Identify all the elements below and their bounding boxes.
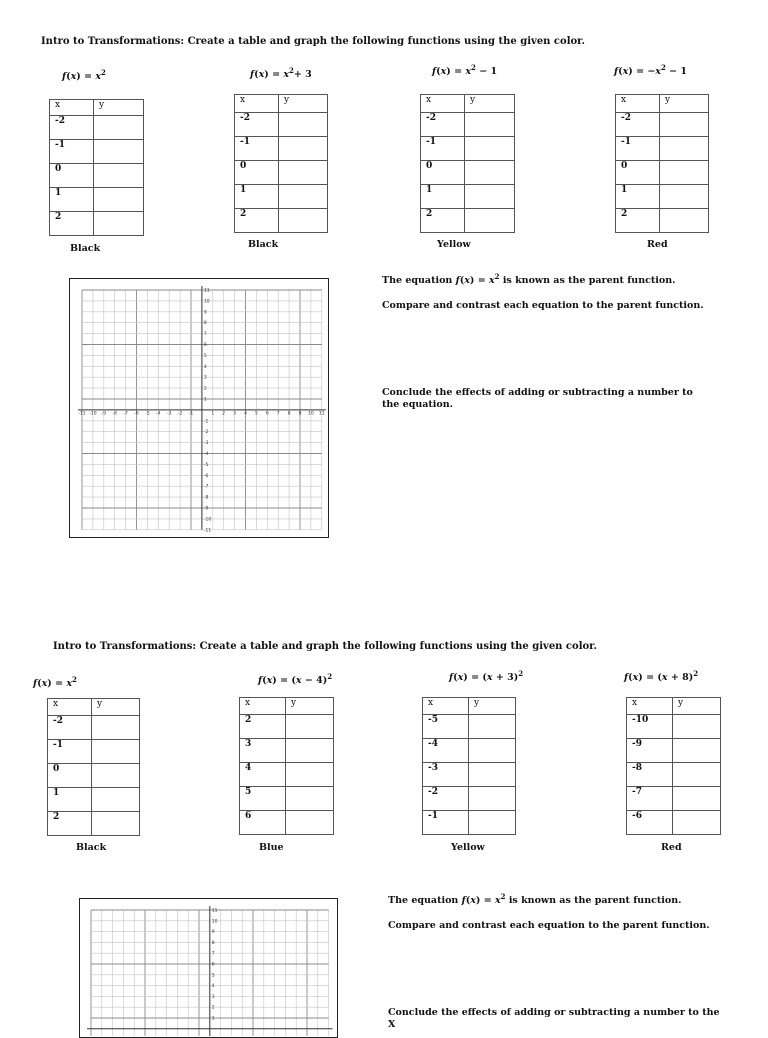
y-tick-label: 8 — [203, 321, 207, 327]
y-tick-label: 10 — [203, 299, 210, 305]
x-tick-label: 5 — [254, 411, 258, 417]
y-header: y — [673, 698, 721, 715]
x-cell: -6 — [627, 811, 673, 835]
y-tick-label: -10 — [203, 517, 212, 523]
s2-note-conclude: Conclude the effects of adding or subtracting a number to the X — [388, 1007, 720, 1030]
x-header: x — [627, 698, 673, 715]
y-cell[interactable] — [279, 209, 328, 233]
x-tick-label: -4 — [156, 411, 161, 417]
y-tick-label: 6 — [211, 962, 215, 968]
y-cell[interactable] — [469, 739, 516, 763]
y-cell[interactable] — [465, 185, 515, 209]
y-tick-label: 1 — [203, 397, 207, 403]
x-tick-label: 7 — [276, 411, 280, 417]
y-cell[interactable] — [469, 715, 516, 739]
x-tick-label: 6 — [265, 411, 269, 417]
s2-color-label-2: Blue — [259, 842, 284, 853]
x-cell: -1 — [616, 137, 660, 161]
y-cell[interactable] — [660, 161, 709, 185]
y-cell[interactable] — [673, 739, 721, 763]
y-header: y — [469, 698, 516, 715]
x-cell: -1 — [48, 740, 92, 764]
x-cell: -1 — [235, 137, 279, 161]
y-tick-label: -6 — [203, 473, 209, 479]
y-header: y — [279, 95, 328, 113]
s1-function-label-3: $f(x) = x^2 - 1$ — [432, 63, 498, 77]
x-cell: 0 — [421, 161, 465, 185]
y-cell[interactable] — [92, 740, 140, 764]
y-tick-label: 9 — [211, 930, 215, 936]
x-cell: -2 — [421, 113, 465, 137]
grid-svg — [80, 899, 336, 1036]
x-cell: 5 — [240, 787, 286, 811]
y-cell[interactable] — [94, 188, 144, 212]
y-cell[interactable] — [92, 764, 140, 788]
s2-function-label-4: $f(x) = (x + 8)^2$ — [624, 669, 699, 683]
x-tick-label: 1 — [211, 411, 215, 417]
x-cell: 0 — [235, 161, 279, 185]
x-tick-label: -1 — [188, 411, 194, 417]
x-cell: 1 — [48, 788, 92, 812]
x-tick-label: -6 — [134, 411, 139, 417]
s1-table-2 — [234, 94, 328, 233]
y-cell[interactable] — [465, 161, 515, 185]
x-header: x — [48, 699, 92, 716]
s1-table-4 — [615, 94, 709, 233]
s2-note-parent-function: The equation $f(x) = x^2$ is known as the parent function. — [388, 892, 682, 906]
y-tick-label: 2 — [203, 386, 207, 392]
s1-color-label-2: Black — [248, 239, 279, 250]
y-tick-label: 11 — [211, 908, 218, 914]
y-cell[interactable] — [660, 137, 709, 161]
y-tick-label: 7 — [211, 951, 215, 957]
s1-coordinate-grid[interactable] — [69, 278, 329, 538]
y-tick-label: 7 — [203, 332, 207, 338]
x-cell: -9 — [627, 739, 673, 763]
y-header: y — [94, 100, 144, 116]
s1-color-label-3: Yellow — [437, 239, 471, 250]
y-cell[interactable] — [673, 715, 721, 739]
s2-color-label-3: Yellow — [451, 842, 485, 853]
section1-title: Intro to Transformations: Create a table and graph the following functions using the given color. — [41, 36, 585, 47]
x-cell: 6 — [240, 811, 286, 835]
s2-function-label-1: $f(x) = x^2$ — [33, 675, 77, 689]
s2-table-2 — [239, 697, 334, 835]
x-cell: 0 — [616, 161, 660, 185]
y-cell[interactable] — [465, 137, 515, 161]
y-tick-label: 5 — [203, 353, 207, 359]
y-header: y — [465, 95, 515, 113]
y-tick-label: 4 — [203, 364, 207, 370]
x-header: x — [240, 698, 286, 715]
x-tick-label: 11 — [318, 411, 325, 417]
x-cell: 2 — [235, 209, 279, 233]
y-cell[interactable] — [465, 113, 515, 137]
y-tick-label: -4 — [203, 452, 209, 457]
x-cell: -3 — [423, 763, 469, 787]
x-tick-label: -5 — [145, 411, 150, 417]
y-header: y — [92, 699, 140, 716]
y-tick-label: -8 — [203, 495, 209, 501]
x-tick-label: 10 — [308, 411, 314, 417]
y-tick-label: 3 — [211, 994, 215, 1000]
s1-note-parent-function: The equation $f(x) = x^2$ is known as the parent function. — [382, 272, 676, 286]
s1-color-label-4: Red — [647, 239, 668, 250]
x-tick-label: 2 — [222, 411, 226, 417]
y-cell[interactable] — [660, 209, 709, 233]
y-cell[interactable] — [469, 811, 516, 835]
y-cell[interactable] — [673, 763, 721, 787]
x-header: x — [423, 698, 469, 715]
s2-coordinate-grid[interactable] — [79, 898, 338, 1038]
y-cell[interactable] — [286, 739, 334, 763]
y-header: y — [660, 95, 709, 113]
y-cell[interactable] — [660, 113, 709, 137]
x-cell: -1 — [423, 811, 469, 835]
y-tick-label: -11 — [203, 528, 212, 534]
x-cell: 2 — [50, 212, 94, 236]
y-cell[interactable] — [94, 164, 144, 188]
y-cell[interactable] — [279, 185, 328, 209]
y-cell[interactable] — [279, 137, 328, 161]
s1-table-3 — [420, 94, 515, 233]
x-tick-label: 4 — [244, 411, 247, 417]
x-cell: 2 — [616, 209, 660, 233]
x-cell: -7 — [627, 787, 673, 811]
x-header: x — [235, 95, 279, 113]
x-cell: 2 — [240, 715, 286, 739]
s2-color-label-1: Black — [76, 842, 107, 853]
x-cell: -4 — [423, 739, 469, 763]
x-tick-label: -11 — [78, 411, 86, 417]
y-tick-label: 10 — [211, 919, 218, 925]
y-tick-label: -9 — [203, 506, 209, 512]
y-tick-label: -2 — [203, 430, 209, 436]
y-cell[interactable] — [92, 788, 140, 812]
x-tick-label: -2 — [177, 411, 183, 417]
s2-color-label-4: Red — [661, 842, 682, 853]
s2-note-compare: Compare and contrast each equation to the parent function. — [388, 920, 710, 931]
y-tick-label: 4 — [211, 984, 215, 990]
x-cell: 1 — [421, 185, 465, 209]
y-cell[interactable] — [469, 763, 516, 787]
x-cell: -2 — [50, 116, 94, 140]
x-tick-label: -3 — [166, 411, 172, 417]
y-tick-label: -5 — [203, 462, 209, 468]
y-tick-label: -1 — [203, 419, 209, 425]
s2-table-3 — [422, 697, 516, 835]
s1-function-label-1: $f(x) = x^2$ — [62, 68, 106, 82]
s1-function-label-4: $f(x) = -x^2 - 1$ — [614, 63, 688, 77]
s2-function-label-3: $f(x) = (x + 3)^2$ — [449, 669, 524, 683]
y-tick-label: -3 — [203, 441, 209, 447]
x-cell: 1 — [50, 188, 94, 212]
x-tick-label: 3 — [233, 411, 237, 417]
y-tick-label: -7 — [203, 484, 209, 490]
y-cell[interactable] — [94, 116, 144, 140]
y-cell[interactable] — [673, 811, 721, 835]
y-cell[interactable] — [673, 787, 721, 811]
x-header: x — [616, 95, 660, 113]
x-cell: -5 — [423, 715, 469, 739]
x-cell: 1 — [616, 185, 660, 209]
y-cell[interactable] — [94, 140, 144, 164]
x-tick-label: 8 — [287, 411, 291, 417]
y-cell[interactable] — [286, 763, 334, 787]
x-header: x — [50, 100, 94, 116]
y-cell[interactable] — [279, 113, 328, 137]
x-cell: 0 — [48, 764, 92, 788]
x-tick-label: -9 — [101, 411, 107, 417]
x-cell: 2 — [421, 209, 465, 233]
x-cell: 4 — [240, 763, 286, 787]
x-cell: 2 — [48, 812, 92, 836]
y-tick-label: 6 — [203, 343, 207, 348]
x-cell: -10 — [627, 715, 673, 739]
y-cell[interactable] — [94, 212, 144, 236]
section2-title: Intro to Transformations: Create a table and graph the following functions using the given color. — [53, 641, 597, 652]
y-tick-label: 1 — [211, 1016, 215, 1022]
y-tick-label: 2 — [211, 1005, 215, 1011]
y-cell[interactable] — [286, 811, 334, 835]
y-cell[interactable] — [279, 161, 328, 185]
s1-color-label-1: Black — [70, 243, 101, 254]
x-cell: -1 — [421, 137, 465, 161]
x-cell: 1 — [235, 185, 279, 209]
y-header: y — [286, 698, 334, 715]
x-cell: -2 — [48, 716, 92, 740]
x-tick-label: 9 — [298, 411, 302, 417]
y-cell[interactable] — [286, 787, 334, 811]
x-cell: -8 — [627, 763, 673, 787]
x-cell: 3 — [240, 739, 286, 763]
s2-table-1 — [47, 698, 140, 836]
y-tick-label: 11 — [203, 288, 210, 294]
x-cell: -2 — [616, 113, 660, 137]
y-cell[interactable] — [465, 209, 515, 233]
s2-table-4 — [626, 697, 721, 835]
y-tick-label: 3 — [203, 375, 207, 381]
y-cell[interactable] — [286, 715, 334, 739]
s1-note-compare: Compare and contrast each equation to the parent function. — [382, 300, 704, 311]
x-cell: -1 — [50, 140, 94, 164]
x-cell: -2 — [235, 113, 279, 137]
x-tick-label: -8 — [112, 411, 117, 417]
y-cell[interactable] — [660, 185, 709, 209]
s1-table-1 — [49, 99, 144, 236]
x-cell: 0 — [50, 164, 94, 188]
x-cell: -2 — [423, 787, 469, 811]
s1-function-label-2: $f(x) = x^2+ 3$ — [250, 66, 312, 80]
y-cell[interactable] — [92, 812, 140, 836]
s1-note-conclude: Conclude the effects of adding or subtracting a number to the equation. — [382, 387, 693, 410]
y-tick-label: 9 — [203, 310, 207, 316]
s2-function-label-2: $f(x) = (x - 4)^2$ — [258, 672, 333, 686]
grid-svg — [70, 279, 327, 536]
x-header: x — [421, 95, 465, 113]
y-tick-label: 5 — [211, 973, 215, 979]
x-tick-label: -7 — [123, 411, 128, 417]
y-tick-label: 8 — [211, 940, 215, 946]
y-cell[interactable] — [469, 787, 516, 811]
x-tick-label: -10 — [89, 411, 97, 417]
y-cell[interactable] — [92, 716, 140, 740]
